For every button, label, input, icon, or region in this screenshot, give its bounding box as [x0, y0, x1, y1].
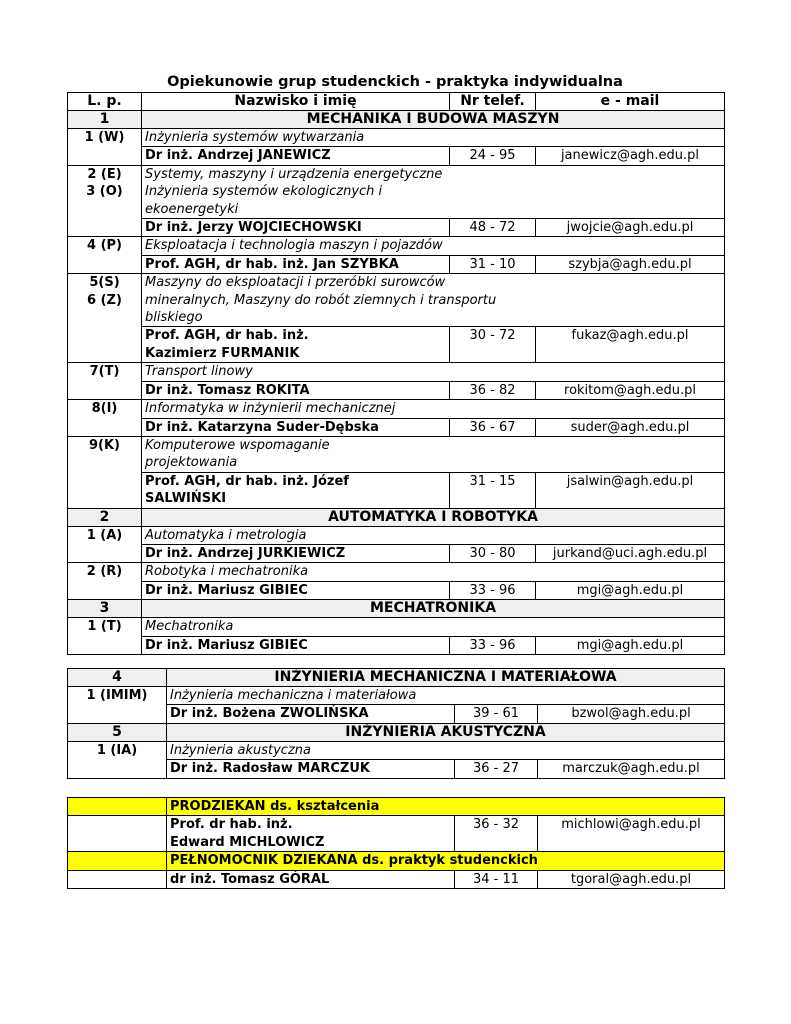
- dean-header-row: [68, 852, 725, 870]
- field-of-study: [142, 274, 725, 327]
- group-code: 8(I): [68, 400, 142, 437]
- section-header: [68, 600, 725, 618]
- email: janewicz@agh.edu.pl: [536, 147, 725, 165]
- tutor-name: Dr inż. Mariusz GIBIEC: [142, 636, 450, 654]
- table-row: [68, 544, 725, 562]
- tutor-name: Dr inż. Radosław MARCZUK: [167, 760, 455, 778]
- email: marczuk@agh.edu.pl: [538, 760, 725, 778]
- field-of-study: [142, 165, 725, 218]
- tutor-name-line: Kazimierz FURMANIK: [145, 345, 300, 361]
- header-phone: Nr telef.: [450, 93, 536, 111]
- table-row: [68, 129, 725, 147]
- group-code: 2 (R): [68, 563, 142, 600]
- email: bzwol@agh.edu.pl: [538, 705, 725, 723]
- field-line: Systemy, maszyny i urządzenia energetyczne: [145, 166, 443, 182]
- empty-cell: [68, 816, 167, 852]
- section-header: [68, 669, 725, 687]
- phone: 30 - 72: [450, 327, 536, 363]
- table-row: [68, 219, 725, 237]
- group-code: 4 (P): [68, 237, 142, 274]
- table-row: [68, 255, 725, 273]
- table-row: [68, 870, 725, 888]
- field-of-study: Inżynieria akustyczna: [167, 741, 725, 759]
- group-code: 1 (T): [68, 618, 142, 655]
- secondary-table: [67, 668, 725, 779]
- tutor-name: [142, 327, 450, 363]
- header-row: [68, 93, 725, 111]
- dean-header-row: [68, 798, 725, 816]
- tutor-name: Dr inż. Andrzej JURKIEWICZ: [142, 544, 450, 562]
- tutor-name: Dr inż. Mariusz GIBIEC: [142, 581, 450, 599]
- table-row: [68, 563, 725, 581]
- field-of-study: Transport linowy: [142, 363, 725, 381]
- field-line: Inżynieria systemów ekologicznych i: [145, 184, 383, 200]
- phone: 34 - 11: [455, 870, 538, 888]
- section-number: 3: [68, 600, 142, 618]
- group-code: 1 (W): [68, 129, 142, 166]
- phone: 33 - 96: [450, 636, 536, 654]
- field-of-study: Automatyka i metrologia: [142, 526, 725, 544]
- section-header: [68, 508, 725, 526]
- field-of-study: Mechatronika: [142, 618, 725, 636]
- email: michlowi@agh.edu.pl: [538, 816, 725, 852]
- tutor-name-line: Prof. AGH, dr hab. inż.: [145, 328, 309, 344]
- main-table: [67, 92, 725, 655]
- phone: 33 - 96: [450, 581, 536, 599]
- group-code-line: 2 (E): [87, 166, 122, 182]
- table-row: [68, 418, 725, 436]
- highlight-cell: [68, 852, 167, 870]
- table-row: [68, 274, 725, 327]
- tutor-name-line: SALWIŃSKI: [145, 491, 227, 507]
- phone: 39 - 61: [455, 705, 538, 723]
- section-title: MECHATRONIKA: [142, 600, 725, 618]
- email: mgi@agh.edu.pl: [536, 636, 725, 654]
- empty-cell: [68, 870, 167, 888]
- table-row: [68, 472, 725, 508]
- section-header: [68, 723, 725, 741]
- dean-role-title: PEŁNOMOCNIK DZIEKANA ds. praktyk studenckich: [167, 852, 725, 870]
- field-of-study: Inżynieria systemów wytwarzania: [142, 129, 725, 147]
- email: szybja@agh.edu.pl: [536, 255, 725, 273]
- tutor-name: Prof. AGH, dr hab. inż. Jan SZYBKA: [142, 255, 450, 273]
- field-line: mineralnych, Maszyny do robót ziemnych i transportu: [145, 292, 497, 308]
- table-row: [68, 687, 725, 705]
- table-row: [68, 381, 725, 399]
- tutor-name: [142, 472, 450, 508]
- group-code-line: 5(S): [89, 275, 120, 291]
- table-row: [68, 636, 725, 654]
- dean-name: dr inż. Tomasz GÓRAL: [167, 870, 455, 888]
- email: jsalwin@agh.edu.pl: [536, 472, 725, 508]
- table-row: [68, 436, 725, 472]
- tutor-name: Dr inż. Katarzyna Suder-Dębska: [142, 418, 450, 436]
- tutor-name: Dr inż. Jerzy WOJCIECHOWSKI: [142, 219, 450, 237]
- section-header: [68, 111, 725, 129]
- table-row: [68, 741, 725, 759]
- email: mgi@agh.edu.pl: [536, 581, 725, 599]
- field-of-study: Robotyka i mechatronika: [142, 563, 725, 581]
- deans-table: [67, 797, 725, 889]
- table-row: [68, 581, 725, 599]
- group-code: 1 (IMIM): [68, 687, 167, 724]
- group-code-line: 3 (O): [86, 184, 123, 200]
- phone: 48 - 72: [450, 219, 536, 237]
- header-lp: L. p.: [68, 93, 142, 111]
- group-code: [68, 274, 142, 363]
- phone: 36 - 32: [455, 816, 538, 852]
- table-row: [68, 327, 725, 363]
- dean-name-line: Edward MICHLOWICZ: [170, 834, 325, 850]
- group-code: 1 (IA): [68, 741, 167, 778]
- phone: 36 - 82: [450, 381, 536, 399]
- dean-name-line: Prof. dr hab. inż.: [170, 817, 293, 833]
- tutor-name: Dr inż. Tomasz ROKITA: [142, 381, 450, 399]
- section-number: 4: [68, 669, 167, 687]
- section-number: 5: [68, 723, 167, 741]
- tutor-name: Dr inż. Andrzej JANEWICZ: [142, 147, 450, 165]
- phone: 24 - 95: [450, 147, 536, 165]
- group-code: [68, 165, 142, 237]
- group-code: 1 (A): [68, 526, 142, 563]
- header-name: Nazwisko i imię: [142, 93, 450, 111]
- table-row: [68, 760, 725, 778]
- page-title: Opiekunowie grup studenckich - praktyka indywidualna: [167, 74, 623, 90]
- field-of-study: Informatyka w inżynierii mechanicznej: [142, 400, 725, 418]
- table-row: [68, 705, 725, 723]
- email: jwojcie@agh.edu.pl: [536, 219, 725, 237]
- header-email: e - mail: [536, 93, 725, 111]
- email: jurkand@uci.agh.edu.pl: [536, 544, 725, 562]
- email: fukaz@agh.edu.pl: [536, 327, 725, 363]
- phone: 31 - 15: [450, 472, 536, 508]
- table-row: [68, 147, 725, 165]
- dean-name: [167, 816, 455, 852]
- field-of-study: [142, 436, 725, 472]
- field-of-study: Eksploatacja i technologia maszyn i pojazdów: [142, 237, 725, 255]
- tutor-name: Dr inż. Bożena ZWOLIŃSKA: [167, 705, 455, 723]
- phone: 36 - 67: [450, 418, 536, 436]
- email: tgoral@agh.edu.pl: [538, 870, 725, 888]
- group-code-line: 6 (Z): [87, 292, 122, 308]
- group-code: 9(K): [68, 436, 142, 508]
- section-number: 1: [68, 111, 142, 129]
- field-of-study: Inżynieria mechaniczna i materiałowa: [167, 687, 725, 705]
- dean-role-title: PRODZIEKAN ds. kształcenia: [167, 798, 725, 816]
- table-row: [68, 165, 725, 218]
- table-row: [68, 816, 725, 852]
- group-code: 7(T): [68, 363, 142, 400]
- section-title: INŻYNIERIA AKUSTYCZNA: [167, 723, 725, 741]
- email: suder@agh.edu.pl: [536, 418, 725, 436]
- table-row: [68, 363, 725, 381]
- phone: 36 - 27: [455, 760, 538, 778]
- tutor-name-line: Prof. AGH, dr hab. inż. Józef: [145, 473, 349, 489]
- phone: 31 - 10: [450, 255, 536, 273]
- field-line: Maszyny do eksploatacji i przeróbki surowców: [145, 275, 446, 291]
- phone: 30 - 80: [450, 544, 536, 562]
- table-row: [68, 526, 725, 544]
- table-row: [68, 400, 725, 418]
- highlight-cell: [68, 798, 167, 816]
- table-row: [68, 237, 725, 255]
- email: rokitom@agh.edu.pl: [536, 381, 725, 399]
- section-title: INŻYNIERIA MECHANICZNA I MATERIAŁOWA: [167, 669, 725, 687]
- field-line: Komputerowe wspomaganie: [145, 437, 330, 453]
- section-number: 2: [68, 508, 142, 526]
- field-line: bliskiego: [145, 310, 203, 326]
- section-title: AUTOMATYKA I ROBOTYKA: [142, 508, 725, 526]
- section-title: MECHANIKA I BUDOWA MASZYN: [142, 111, 725, 129]
- field-line: ekoenergetyki: [145, 201, 239, 217]
- field-line: projektowania: [145, 455, 238, 471]
- table-row: [68, 618, 725, 636]
